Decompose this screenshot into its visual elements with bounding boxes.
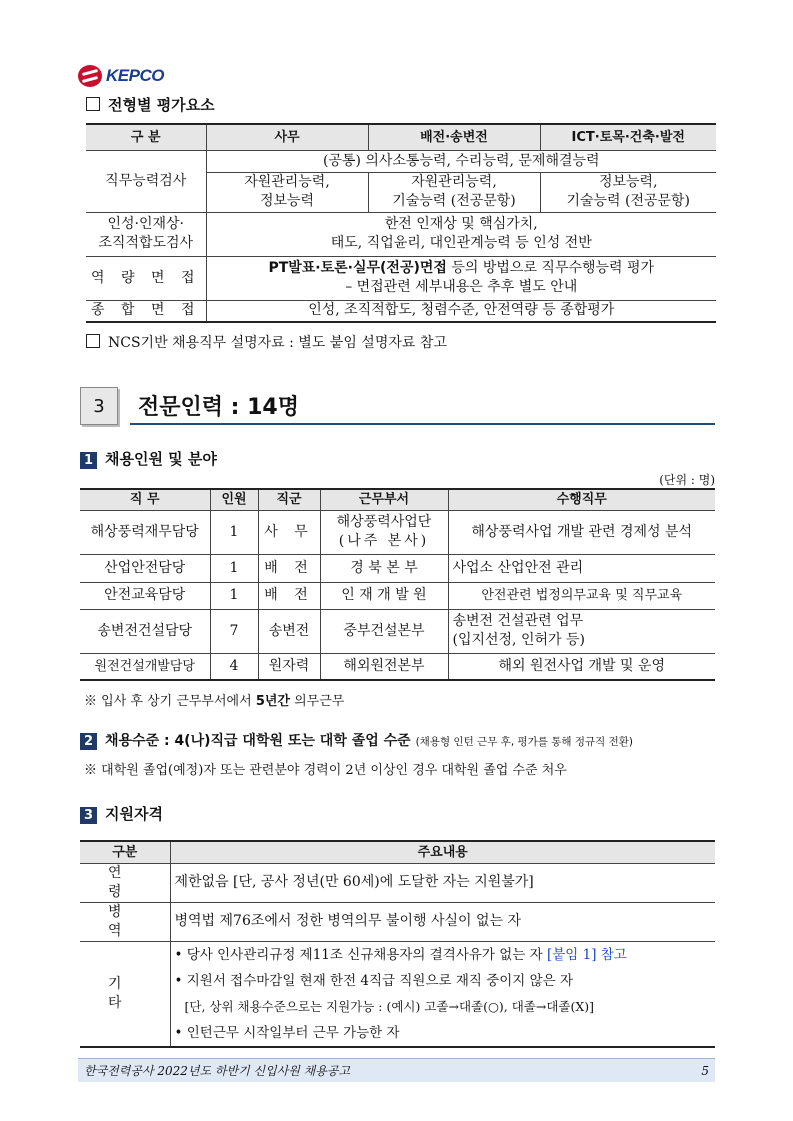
table-row [80, 863, 715, 902]
dept-cell: 중부건설본부 [320, 609, 448, 653]
group-cell: 배 전 [258, 554, 320, 582]
task-cell: 해외 원전사업 개발 및 운영 [448, 653, 715, 680]
table-row [80, 941, 715, 1047]
sub2-title: 채용수준 : 4(나)직급 대학원 또는 대학 졸업 수준 [105, 733, 411, 749]
duty-cell: 해상풍력재무담당 [80, 510, 210, 554]
etc-value [170, 941, 715, 1047]
count-cell: 1 [210, 554, 258, 582]
sub1-title: 채용인원 및 분야 [105, 450, 217, 468]
dept-cell: 경 북 본 부 [320, 554, 448, 582]
task-cell: 안전관련 법정의무교육 및 직무교육 [448, 582, 715, 609]
table-row [80, 510, 715, 554]
header-gubun: 구 분 [86, 124, 206, 150]
header-dept: 근무부서 [320, 489, 448, 510]
table-row [86, 150, 716, 172]
kepco-logo-text: KEPCO [106, 66, 164, 85]
dept-cell: 해상풍력사업단 (나주 본사) [320, 510, 448, 554]
count-cell: 7 [210, 609, 258, 653]
checkbox-square-icon [86, 97, 100, 111]
task-cell: 해상풍력사업 개발 관련 경제성 분석 [448, 510, 715, 554]
header-group: 직군 [258, 489, 320, 510]
table-header-row [80, 841, 715, 863]
kepco-logo-mark-icon [78, 65, 102, 87]
duty-cell: 산업안전담당 [80, 554, 210, 582]
main-section-title: 전문인력 : 14명 [138, 395, 299, 420]
table-row [86, 212, 716, 256]
ncs-note: NCS기반 채용직무 설명자료 : 별도 붙임 설명자료 참고 [86, 332, 447, 352]
dept-cell: 해외원전본부 [320, 653, 448, 680]
sub1-number: 1 [80, 452, 97, 469]
header-baejeon: 배전·송변전 [368, 124, 540, 150]
count-cell: 4 [210, 653, 258, 680]
etc-item-4: • 인턴근무 시작일부터 근무 가능한 자 [174, 1024, 400, 1041]
age-value: 제한없음 [단, 공사 정년(만 60세)에 도달한 자는 지원불가] [170, 863, 715, 902]
sub2-paren: (채용형 인턴 근무 후, 평가를 통해 정규직 전환) [415, 736, 634, 748]
kepco-logo [78, 64, 178, 88]
sub3-heading [80, 803, 163, 824]
task-cell: 송변전 건설관련 업무 (입지선정, 인허가 등) [448, 609, 715, 653]
header-content: 주요내용 [170, 841, 715, 863]
duty-cell: 안전교육담당 [80, 582, 210, 609]
table-row [86, 256, 716, 300]
page-number: 5 [701, 1063, 709, 1078]
header-task: 수행직무 [448, 489, 715, 510]
table-row [80, 609, 715, 653]
table-header-row [80, 489, 715, 510]
header-count: 인원 [210, 489, 258, 510]
jobs-table [80, 488, 715, 681]
age-label: 연 령 [80, 863, 170, 902]
table-row [80, 653, 715, 680]
sub2-heading [80, 730, 633, 750]
insung-value: 한전 인재상 및 핵심가치, 태도, 직업윤리, 대인관계능력 등 인성 전반 [206, 212, 716, 256]
task-cell: 사업소 산업안전 관리 [448, 554, 715, 582]
section-evaluation-title: 전형별 평가요소 [108, 96, 215, 114]
dept-cell: 인 재 개 발 원 [320, 582, 448, 609]
count-cell: 1 [210, 510, 258, 554]
etc-label: 기 타 [80, 941, 170, 1047]
section-evaluation-heading [86, 94, 215, 115]
sub3-number: 3 [80, 807, 97, 824]
row-label-insung: 인성·인재상· 조직적합도검사 [86, 212, 206, 256]
header-ict: ICT·토목·건축·발전 [540, 124, 716, 150]
group-cell: 사 무 [258, 510, 320, 554]
group-cell: 원자력 [258, 653, 320, 680]
etc-item-2: • 지원서 접수마감일 현재 한전 4직급 직원으로 재직 중이지 않은 자 [174, 972, 574, 989]
sub2-note: ※ 대학원 졸업(예정)자 또는 관련분야 경력이 2년 이상인 경우 대학원 졸업 수준 처우 [84, 763, 567, 778]
duty-cell: 원전건설개발담당 [80, 653, 210, 680]
jikmu-common: (공통) 의사소통능력, 수리능력, 문제해결능력 [206, 150, 716, 172]
table-row [80, 554, 715, 582]
table-row [80, 582, 715, 609]
checkbox-square-icon [86, 334, 100, 348]
main-section-number: 3 [80, 387, 118, 425]
jikmu-ict: 정보능력, 기술능력 (전공문항) [540, 172, 716, 212]
etc-item-3: [단, 상위 채용수준으로는 지원가능 : (예시) 고졸→대졸(○), 대졸→대졸(X)] [184, 998, 595, 1014]
sub3-title: 지원자격 [105, 805, 163, 823]
header-samu: 사무 [206, 124, 368, 150]
military-value: 병역법 제76조에서 정한 병역의무 불이행 사실이 없는 자 [170, 902, 715, 941]
jikmu-baejeon: 자원관리능력, 기술능력 (전공문항) [368, 172, 540, 212]
qualification-table [80, 840, 715, 1048]
table-row [86, 300, 716, 322]
header-gubun: 구분 [80, 841, 170, 863]
table-row [80, 902, 715, 941]
row-label-jikmu: 직무능력검사 [86, 150, 206, 212]
yeokryang-value: PT발표·토론·실무(전공)면접 등의 방법으로 직무수행능력 평가 – 면접관련 세부내용은 추후 별도 안내 [206, 256, 716, 300]
etc-item-1: • 당사 인사관리규정 제11조 신규채용자의 결격사유가 없는 자 [붙임 1] 참고 [174, 946, 627, 963]
sub2-number: 2 [80, 733, 97, 750]
page-footer [78, 1058, 715, 1082]
jobs-note: ※ 입사 후 상기 근무부서에서 5년간 의무근무 [84, 694, 345, 709]
count-cell: 1 [210, 582, 258, 609]
group-cell: 송변전 [258, 609, 320, 653]
main-section-underline [130, 423, 715, 425]
row-label-jonghap: 종 합 면 접 [86, 300, 206, 322]
unit-label: (단위 : 명) [659, 473, 715, 487]
footer-title: 한국전력공사 2022년도 하반기 신입사원 채용공고 [84, 1064, 351, 1078]
evaluation-table [86, 123, 716, 323]
table-header-row [86, 124, 716, 150]
header-duty: 직 무 [80, 489, 210, 510]
row-label-yeokryang: 역 량 면 접 [86, 256, 206, 300]
military-label: 병 역 [80, 902, 170, 941]
group-cell: 배 전 [258, 582, 320, 609]
jonghap-value: 인성, 조직적합도, 청렴수준, 안전역량 등 종합평가 [206, 300, 716, 322]
jikmu-samu: 자원관리능력, 정보능력 [206, 172, 368, 212]
duty-cell: 송변전건설담당 [80, 609, 210, 653]
sub1-heading [80, 448, 217, 469]
